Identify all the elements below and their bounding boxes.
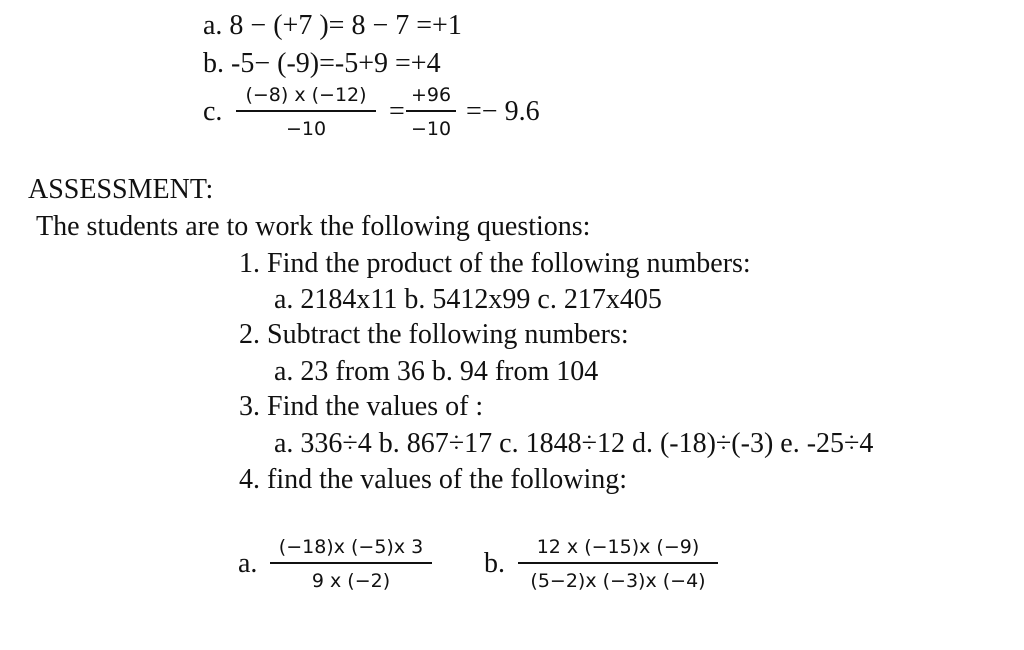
example-c-fraction-2-denominator: −10 <box>410 118 452 140</box>
assessment-heading: ASSESSMENT: <box>28 174 214 205</box>
example-c-fraction-2-numerator: +96 <box>406 84 456 112</box>
example-c-fraction-1 <box>236 84 376 140</box>
question-4-a-fraction <box>270 536 432 592</box>
question-4-b-denominator: (5−2)x (−3)x (−4) <box>530 570 706 592</box>
question-3-parts: a. 336÷4 b. 867÷17 c. 1848÷12 d. (-18)÷(-3) e. -25÷4 <box>274 428 874 459</box>
question-2: 2. Subtract the following numbers: <box>239 319 629 350</box>
assessment-intro: The students are to work the following questions: <box>36 211 591 242</box>
question-1: 1. Find the product of the following numbers: <box>239 248 751 279</box>
example-c-fraction-1-numerator: (−8) x (−12) <box>236 84 376 112</box>
example-b: b. -5− (-9)=-5+9 =+4 <box>203 48 441 79</box>
example-c-label: c. <box>203 96 223 127</box>
question-3: 3. Find the values of : <box>239 391 484 422</box>
example-c-fraction-1-denominator: −10 <box>285 118 327 140</box>
question-1-parts: a. 2184x11 b. 5412x99 c. 217x405 <box>274 284 662 315</box>
question-2-parts: a. 23 from 36 b. 94 from 104 <box>274 356 599 387</box>
question-4-a-label: a. <box>238 548 258 579</box>
example-c-equals: = <box>389 96 405 127</box>
question-4: 4. find the values of the following: <box>239 464 628 495</box>
question-4-b-label: b. <box>484 548 505 579</box>
question-4-a-numerator: (−18)x (−5)x 3 <box>270 536 432 564</box>
question-4-a-denominator: 9 x (−2) <box>311 570 391 592</box>
question-4-b-fraction <box>518 536 718 592</box>
example-c-fraction-2 <box>406 84 456 140</box>
example-c-result: =− 9.6 <box>466 96 540 127</box>
example-a: a. 8 − (+7 )= 8 − 7 =+1 <box>203 10 462 41</box>
question-4-b-numerator: 12 x (−15)x (−9) <box>518 536 718 564</box>
